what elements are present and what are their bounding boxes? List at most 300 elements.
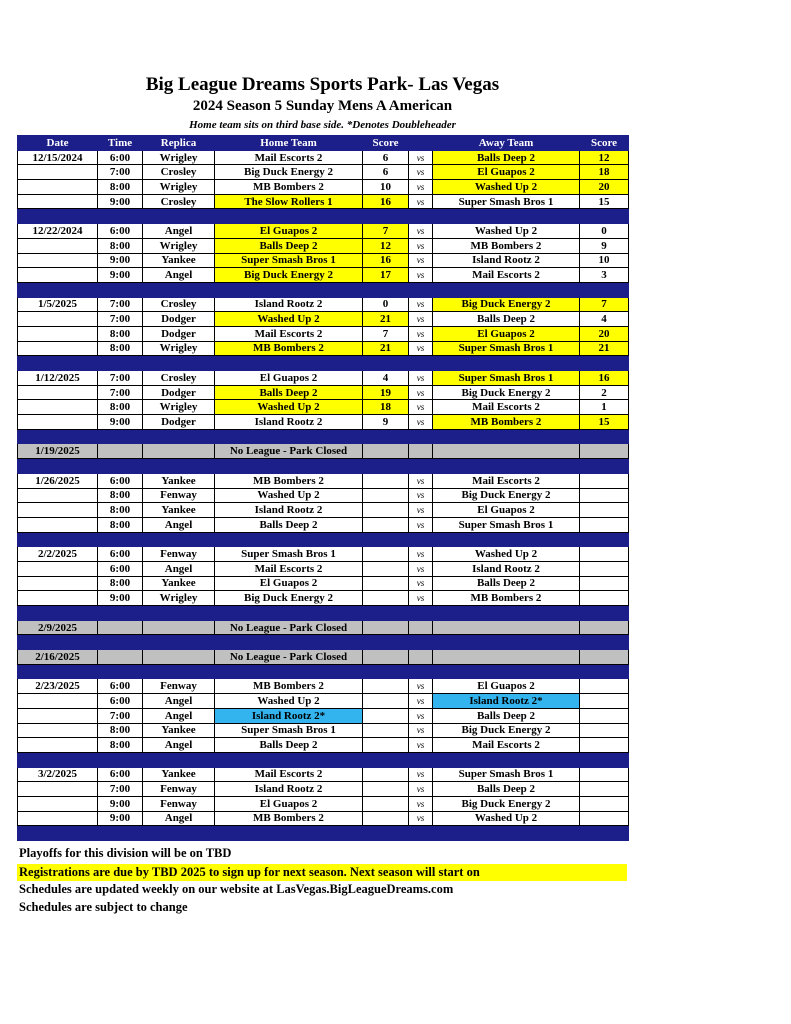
- home-score: 17: [363, 268, 409, 283]
- separator-cell: [215, 356, 363, 371]
- week-separator: [18, 282, 629, 297]
- away-team: Balls Deep 2: [433, 150, 580, 165]
- separator-cell: [409, 664, 433, 679]
- game-time: 7:00: [98, 385, 143, 400]
- closed-row: [18, 620, 629, 635]
- home-score: 21: [363, 341, 409, 356]
- closed-label: No League - Park Closed: [215, 444, 363, 459]
- separator-cell: [143, 826, 215, 841]
- game-time: 6:00: [98, 679, 143, 694]
- separator-cell: [409, 429, 433, 444]
- empty-cell: [363, 444, 409, 459]
- empty-cell: [363, 650, 409, 665]
- game-time: 7:00: [98, 297, 143, 312]
- schedule-table: [17, 135, 629, 841]
- game-time: 6:00: [98, 224, 143, 239]
- separator-cell: [98, 606, 143, 621]
- vs-label: vs: [409, 796, 433, 811]
- separator-cell: [98, 664, 143, 679]
- field-replica: Fenway: [143, 547, 215, 562]
- vs-label: vs: [409, 679, 433, 694]
- separator-cell: [409, 606, 433, 621]
- game-time: 6:00: [98, 561, 143, 576]
- away-team: Balls Deep 2: [433, 782, 580, 797]
- away-score: 2: [580, 385, 629, 400]
- game-time: 6:00: [98, 767, 143, 782]
- home-team: Big Duck Energy 2: [215, 591, 363, 606]
- away-team: Super Smash Bros 1: [433, 767, 580, 782]
- game-time: 8:00: [98, 738, 143, 753]
- vs-label: vs: [409, 297, 433, 312]
- away-team: Island Rootz 2*: [433, 694, 580, 709]
- table-row: [18, 253, 629, 268]
- vs-label: vs: [409, 194, 433, 209]
- vs-label: vs: [409, 708, 433, 723]
- separator-cell: [18, 752, 98, 767]
- away-score: 0: [580, 224, 629, 239]
- playoffs-note: Playoffs for this division will be on TBD: [19, 846, 232, 860]
- empty-cell: [143, 620, 215, 635]
- home-score: 9: [363, 415, 409, 430]
- game-date: [18, 503, 98, 518]
- field-replica: Angel: [143, 708, 215, 723]
- separator-cell: [18, 635, 98, 650]
- field-replica: Crosley: [143, 297, 215, 312]
- home-team: Big Duck Energy 2: [215, 268, 363, 283]
- home-team: Mail Escorts 2: [215, 767, 363, 782]
- vs-label: vs: [409, 268, 433, 283]
- separator-cell: [215, 606, 363, 621]
- separator-cell: [18, 209, 98, 224]
- vs-label: vs: [409, 341, 433, 356]
- table-row: [18, 488, 629, 503]
- game-time: 8:00: [98, 180, 143, 195]
- separator-cell: [18, 826, 98, 841]
- separator-cell: [143, 532, 215, 547]
- away-team: Big Duck Energy 2: [433, 723, 580, 738]
- away-team: Big Duck Energy 2: [433, 488, 580, 503]
- game-time: 9:00: [98, 194, 143, 209]
- table-row: [18, 811, 629, 826]
- table-row: [18, 547, 629, 562]
- table-row: [18, 694, 629, 709]
- separator-cell: [215, 532, 363, 547]
- home-score: 16: [363, 253, 409, 268]
- empty-cell: [143, 650, 215, 665]
- separator-cell: [143, 752, 215, 767]
- away-team: Super Smash Bros 1: [433, 371, 580, 386]
- separator-cell: [143, 664, 215, 679]
- game-date: [18, 268, 98, 283]
- home-team: El Guapos 2: [215, 796, 363, 811]
- empty-cell: [98, 650, 143, 665]
- table-row: [18, 268, 629, 283]
- separator-cell: [580, 532, 629, 547]
- page-subtitle: 2024 Season 5 Sunday Mens A American: [192, 98, 453, 114]
- away-score: 20: [580, 180, 629, 195]
- separator-cell: [98, 356, 143, 371]
- home-team: El Guapos 2: [215, 371, 363, 386]
- away-score: [580, 767, 629, 782]
- separator-cell: [580, 752, 629, 767]
- table-row: [18, 767, 629, 782]
- separator-cell: [433, 282, 580, 297]
- table-row: [18, 561, 629, 576]
- game-date: [18, 738, 98, 753]
- away-score: [580, 591, 629, 606]
- away-team: Island Rootz 2: [433, 253, 580, 268]
- empty-cell: [580, 444, 629, 459]
- game-time: 8:00: [98, 503, 143, 518]
- vs-label: vs: [409, 180, 433, 195]
- home-score: 6: [363, 150, 409, 165]
- home-team: MB Bombers 2: [215, 679, 363, 694]
- separator-cell: [18, 606, 98, 621]
- away-score: [580, 679, 629, 694]
- table-row: [18, 385, 629, 400]
- separator-cell: [580, 282, 629, 297]
- game-date: [18, 180, 98, 195]
- game-date: [18, 708, 98, 723]
- vs-label: vs: [409, 547, 433, 562]
- separator-cell: [433, 356, 580, 371]
- website-note: Schedules are updated weekly on our website at LasVegas.BigLeagueDreams.com: [19, 882, 454, 896]
- game-date: 12/22/2024: [18, 224, 98, 239]
- away-score: [580, 708, 629, 723]
- game-date: [18, 400, 98, 415]
- away-score: [580, 503, 629, 518]
- game-date: [18, 238, 98, 253]
- vs-label: vs: [409, 312, 433, 327]
- empty-cell: [580, 650, 629, 665]
- away-score: 16: [580, 371, 629, 386]
- vs-label: vs: [409, 150, 433, 165]
- away-team: Big Duck Energy 2: [433, 796, 580, 811]
- home-score: [363, 561, 409, 576]
- home-team: Mail Escorts 2: [215, 561, 363, 576]
- home-score: [363, 811, 409, 826]
- vs-label: vs: [409, 738, 433, 753]
- vs-label: vs: [409, 385, 433, 400]
- vs-label: vs: [409, 561, 433, 576]
- empty-cell: [98, 620, 143, 635]
- vs-label: vs: [409, 473, 433, 488]
- game-date: [18, 326, 98, 341]
- away-score: 18: [580, 165, 629, 180]
- field-replica: Fenway: [143, 488, 215, 503]
- game-time: 8:00: [98, 341, 143, 356]
- week-separator: [18, 664, 629, 679]
- separator-cell: [363, 459, 409, 474]
- field-replica: Wrigley: [143, 591, 215, 606]
- table-row: [18, 576, 629, 591]
- closed-label: No League - Park Closed: [215, 650, 363, 665]
- separator-cell: [215, 635, 363, 650]
- field-replica: Angel: [143, 268, 215, 283]
- away-team: Island Rootz 2: [433, 561, 580, 576]
- separator-cell: [580, 606, 629, 621]
- field-replica: Yankee: [143, 723, 215, 738]
- away-score: 7: [580, 297, 629, 312]
- week-separator: [18, 459, 629, 474]
- vs-label: vs: [409, 415, 433, 430]
- away-team: Big Duck Energy 2: [433, 297, 580, 312]
- empty-cell: [409, 650, 433, 665]
- vs-label: vs: [409, 517, 433, 532]
- header-replica: Replica: [143, 136, 215, 151]
- field-replica: Angel: [143, 561, 215, 576]
- home-score: 4: [363, 371, 409, 386]
- game-time: 8:00: [98, 723, 143, 738]
- separator-cell: [409, 635, 433, 650]
- separator-cell: [580, 826, 629, 841]
- home-team: El Guapos 2: [215, 224, 363, 239]
- away-team: Mail Escorts 2: [433, 738, 580, 753]
- field-replica: Dodger: [143, 326, 215, 341]
- home-team: The Slow Rollers 1: [215, 194, 363, 209]
- header-home-team: Home Team: [215, 136, 363, 151]
- table-row: [18, 371, 629, 386]
- schedule-note: Home team sits on third base side. *Denotes Doubleheader: [189, 119, 456, 131]
- separator-cell: [363, 532, 409, 547]
- separator-cell: [433, 606, 580, 621]
- separator-cell: [580, 664, 629, 679]
- vs-label: vs: [409, 782, 433, 797]
- game-time: 7:00: [98, 165, 143, 180]
- vs-label: vs: [409, 576, 433, 591]
- field-replica: Crosley: [143, 371, 215, 386]
- home-team: Island Rootz 2: [215, 782, 363, 797]
- separator-cell: [98, 429, 143, 444]
- vs-label: vs: [409, 694, 433, 709]
- page-title: Big League Dreams Sports Park- Las Vegas: [145, 74, 500, 95]
- table-row: [18, 312, 629, 327]
- vs-label: vs: [409, 371, 433, 386]
- field-replica: Angel: [143, 811, 215, 826]
- separator-cell: [18, 532, 98, 547]
- home-score: [363, 517, 409, 532]
- field-replica: Wrigley: [143, 238, 215, 253]
- home-score: 7: [363, 326, 409, 341]
- table-row: [18, 503, 629, 518]
- vs-label: vs: [409, 253, 433, 268]
- field-replica: Dodger: [143, 415, 215, 430]
- vs-label: vs: [409, 723, 433, 738]
- vs-label: vs: [409, 488, 433, 503]
- vs-label: vs: [409, 591, 433, 606]
- home-score: 21: [363, 312, 409, 327]
- field-replica: Crosley: [143, 194, 215, 209]
- game-date: [18, 796, 98, 811]
- home-team: Washed Up 2: [215, 694, 363, 709]
- separator-cell: [433, 826, 580, 841]
- away-score: 21: [580, 341, 629, 356]
- away-team: Mail Escorts 2: [433, 400, 580, 415]
- table-row: [18, 341, 629, 356]
- game-time: 9:00: [98, 253, 143, 268]
- home-team: Balls Deep 2: [215, 517, 363, 532]
- away-score: [580, 738, 629, 753]
- home-team: Island Rootz 2: [215, 297, 363, 312]
- away-score: 4: [580, 312, 629, 327]
- separator-cell: [143, 459, 215, 474]
- separator-cell: [363, 635, 409, 650]
- separator-cell: [580, 356, 629, 371]
- table-row: [18, 723, 629, 738]
- separator-cell: [433, 635, 580, 650]
- game-time: 7:00: [98, 312, 143, 327]
- separator-cell: [98, 459, 143, 474]
- field-replica: Fenway: [143, 796, 215, 811]
- table-row: [18, 473, 629, 488]
- table-row: [18, 326, 629, 341]
- away-team: Balls Deep 2: [433, 576, 580, 591]
- home-score: [363, 576, 409, 591]
- game-time: 7:00: [98, 782, 143, 797]
- game-date: [18, 415, 98, 430]
- separator-cell: [433, 429, 580, 444]
- away-score: [580, 488, 629, 503]
- field-replica: Wrigley: [143, 400, 215, 415]
- separator-cell: [18, 356, 98, 371]
- game-time: 8:00: [98, 326, 143, 341]
- game-date: [18, 517, 98, 532]
- away-score: [580, 561, 629, 576]
- away-team: Washed Up 2: [433, 547, 580, 562]
- week-separator: [18, 752, 629, 767]
- home-score: [363, 503, 409, 518]
- separator-cell: [580, 459, 629, 474]
- home-team: Island Rootz 2: [215, 503, 363, 518]
- table-row: [18, 238, 629, 253]
- table-row: [18, 297, 629, 312]
- away-score: 9: [580, 238, 629, 253]
- game-time: 6:00: [98, 694, 143, 709]
- away-score: 15: [580, 415, 629, 430]
- separator-cell: [580, 209, 629, 224]
- game-date: 1/19/2025: [18, 444, 98, 459]
- separator-cell: [580, 635, 629, 650]
- away-team: Super Smash Bros 1: [433, 341, 580, 356]
- separator-cell: [98, 209, 143, 224]
- table-row: [18, 591, 629, 606]
- away-team: Super Smash Bros 1: [433, 194, 580, 209]
- away-team: MB Bombers 2: [433, 415, 580, 430]
- separator-cell: [143, 429, 215, 444]
- separator-cell: [98, 826, 143, 841]
- table-row: [18, 415, 629, 430]
- away-team: MB Bombers 2: [433, 238, 580, 253]
- game-time: 6:00: [98, 547, 143, 562]
- field-replica: Dodger: [143, 385, 215, 400]
- home-score: 6: [363, 165, 409, 180]
- home-score: [363, 547, 409, 562]
- week-separator: [18, 209, 629, 224]
- away-team: El Guapos 2: [433, 679, 580, 694]
- home-team: Balls Deep 2: [215, 238, 363, 253]
- game-time: 9:00: [98, 591, 143, 606]
- away-score: [580, 811, 629, 826]
- game-date: 1/12/2025: [18, 371, 98, 386]
- game-time: 9:00: [98, 268, 143, 283]
- field-replica: Angel: [143, 694, 215, 709]
- home-team: Super Smash Bros 1: [215, 253, 363, 268]
- home-score: 10: [363, 180, 409, 195]
- field-replica: Wrigley: [143, 150, 215, 165]
- away-team: El Guapos 2: [433, 503, 580, 518]
- field-replica: Fenway: [143, 782, 215, 797]
- separator-cell: [363, 356, 409, 371]
- vs-label: vs: [409, 238, 433, 253]
- away-score: [580, 723, 629, 738]
- home-team: Washed Up 2: [215, 400, 363, 415]
- game-date: [18, 561, 98, 576]
- away-score: 1: [580, 400, 629, 415]
- home-team: Balls Deep 2: [215, 385, 363, 400]
- empty-cell: [409, 620, 433, 635]
- registration-note: Registrations are due by TBD 2025 to sign up for next season. Next season will start on: [17, 864, 627, 881]
- home-score: 12: [363, 238, 409, 253]
- separator-cell: [363, 282, 409, 297]
- header-away-team: Away Team: [433, 136, 580, 151]
- separator-cell: [433, 532, 580, 547]
- table-row: [18, 782, 629, 797]
- separator-cell: [363, 429, 409, 444]
- table-row: [18, 738, 629, 753]
- home-score: [363, 488, 409, 503]
- game-date: [18, 576, 98, 591]
- home-team: MB Bombers 2: [215, 473, 363, 488]
- away-team: Super Smash Bros 1: [433, 517, 580, 532]
- away-score: 10: [580, 253, 629, 268]
- field-replica: Wrigley: [143, 341, 215, 356]
- week-separator: [18, 429, 629, 444]
- away-team: Mail Escorts 2: [433, 473, 580, 488]
- table-row: [18, 180, 629, 195]
- closed-label: No League - Park Closed: [215, 620, 363, 635]
- separator-cell: [98, 752, 143, 767]
- field-replica: Fenway: [143, 679, 215, 694]
- game-date: 1/5/2025: [18, 297, 98, 312]
- home-score: [363, 679, 409, 694]
- home-team: MB Bombers 2: [215, 180, 363, 195]
- game-date: [18, 341, 98, 356]
- separator-cell: [433, 664, 580, 679]
- game-date: [18, 385, 98, 400]
- home-team: Super Smash Bros 1: [215, 547, 363, 562]
- schedule-body: [18, 150, 629, 840]
- empty-cell: [363, 620, 409, 635]
- game-date: [18, 194, 98, 209]
- separator-cell: [215, 429, 363, 444]
- week-separator: [18, 532, 629, 547]
- empty-cell: [143, 444, 215, 459]
- separator-cell: [433, 752, 580, 767]
- home-score: 7: [363, 224, 409, 239]
- separator-cell: [18, 282, 98, 297]
- separator-cell: [143, 209, 215, 224]
- away-score: [580, 576, 629, 591]
- home-team: Balls Deep 2: [215, 738, 363, 753]
- table-row: [18, 194, 629, 209]
- empty-cell: [409, 444, 433, 459]
- field-replica: Yankee: [143, 253, 215, 268]
- header-vs: [409, 136, 433, 151]
- home-team: El Guapos 2: [215, 576, 363, 591]
- home-team: Washed Up 2: [215, 488, 363, 503]
- game-date: [18, 694, 98, 709]
- home-score: 0: [363, 297, 409, 312]
